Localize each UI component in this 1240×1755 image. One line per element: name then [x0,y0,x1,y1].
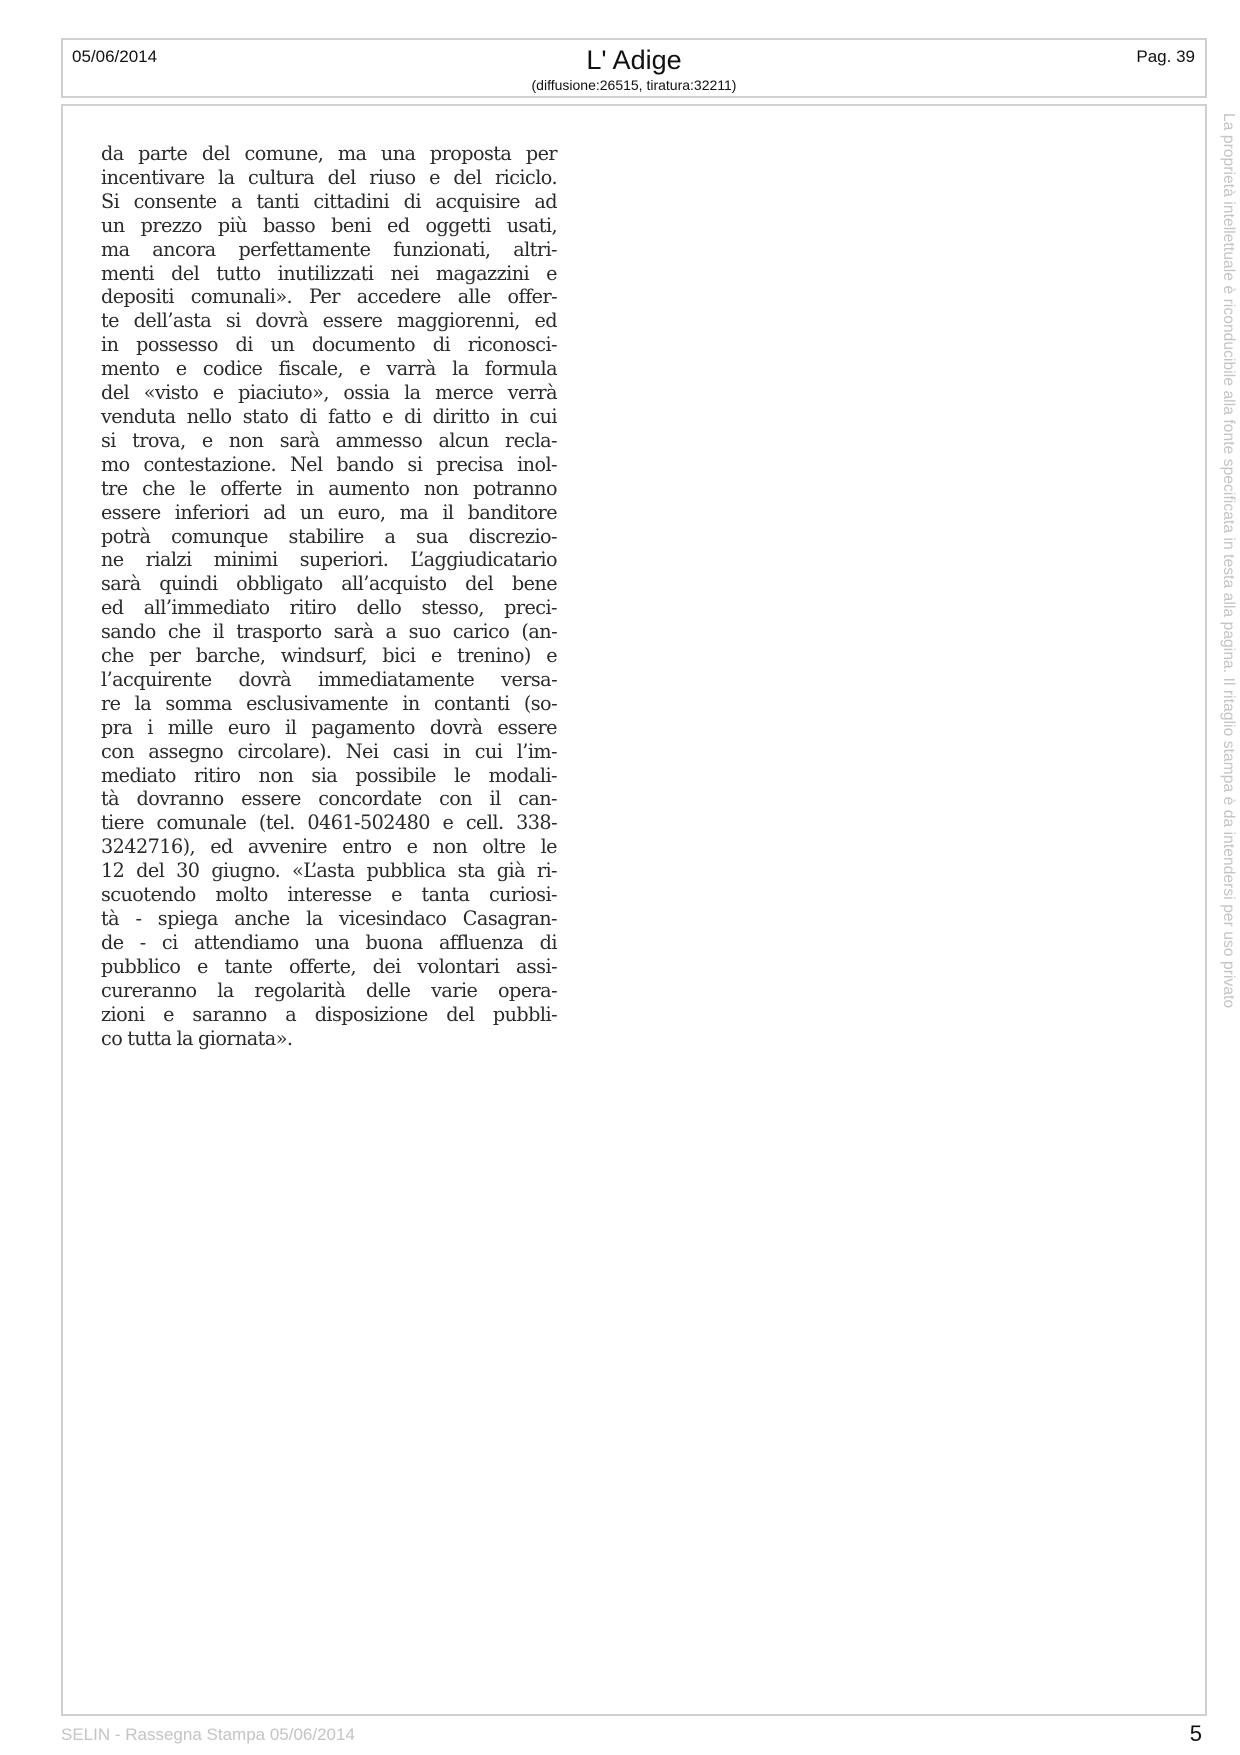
footer-source: SELIN - Rassegna Stampa 05/06/2014 [61,1725,355,1744]
article-line: tiere comunale (tel. 0461-502480 e cell. 338- [101,811,557,835]
footer-page-number: 5 [1189,1721,1202,1746]
article-line: re la somma esclusivamente in contanti (so- [101,691,557,715]
article-line: con assegno circolare). Nei casi in cui l’im- [101,739,557,763]
article-line: un prezzo più basso beni ed oggetti usati, [101,213,557,237]
article-line: menti del tutto inutilizzati nei magazzini e [101,261,557,285]
article-line: te dell’asta si dovrà essere maggiorenni, ed [101,309,557,333]
article-line: mo contestazione. Nel bando si precisa inol- [101,452,557,476]
article-line: sando che il trasporto sarà a suo carico (an- [101,620,557,644]
circulation-info: (diffusione:26515, tiratura:32211) [531,77,737,93]
article-line: depositi comunali». Per accedere alle offer- [101,285,557,309]
article-line: pubblico e tante offerte, dei volontari assi- [101,954,557,978]
article-line: essere inferiori ad un euro, ma il banditore [101,500,557,524]
article-line: Si consente a tanti cittadini di acquisire ad [101,189,557,213]
article-line: sarà quindi obbligato all’acquisto del bene [101,572,557,596]
article-line: ne rialzi minimi superiori. L’aggiudicatario [101,548,557,572]
article-line: ed all’immediato ritiro dello stesso, preci- [101,596,557,620]
article-line: scuotendo molto interesse e tanta curiosi- [101,883,557,907]
article-line: tà - spiega anche la vicesindaco Casagran- [101,907,557,930]
copyright-notice: La proprietà intellettuale è riconducibile alla fonte specificata in testa alla pagina. Il ritaglio stampa è da intendersi per uso privato [1220,113,1237,1009]
clipping-frame [61,104,1207,1716]
article-line: 12 del 30 giugno. «L’asta pubblica sta già ri- [101,859,557,883]
newspaper-page-number: Pag. 39 [1136,47,1195,66]
article-line: incentivare la cultura del riuso e del riciclo. [101,165,557,189]
article-line: de - ci attendiamo una buona affluenza di [101,930,557,954]
article-line: tà dovranno essere concordate con il can- [101,787,557,811]
article-line: tre che le offerte in aumento non potranno [101,476,557,500]
article-line: l’acquirente dovrà immediatamente versa- [101,667,557,691]
article-line: venduta nello stato di fatto e di diritto in cui [101,404,557,428]
article-line: ma ancora perfettamente funzionati, altri- [101,237,557,261]
article-line: da parte del comune, ma una proposta per [101,142,557,165]
article-line: pra i mille euro il pagamento dovrà essere [101,715,557,739]
article-line: in possesso di un documento di riconosci- [101,333,557,357]
article-line: del «visto e piaciuto», ossia la merce verrà [101,381,557,405]
article-line: 3242716), ed avvenire entro e non oltre le [101,835,557,859]
article-line: co tutta la giornata». [101,1026,293,1050]
article-line: si trova, e non sarà ammesso alcun recla- [101,428,557,452]
article-text-column [101,142,557,1050]
header-date: 05/06/2014 [72,47,158,66]
article-line: che per barche, windsurf, bici e trenino) e [101,644,557,668]
article-line: cureranno la regolarità delle varie opera- [101,978,557,1002]
newspaper-title: L' Adige [586,45,682,75]
article-line: mento e codice fiscale, e varrà la formula [101,357,557,381]
page-header [61,38,1207,98]
article-line: zioni e saranno a disposizione del pubbli- [101,1002,557,1026]
article-line: mediato ritiro non sia possibile le modali- [101,763,557,787]
article-line: potrà comunque stabilire a sua discrezio- [101,524,557,548]
